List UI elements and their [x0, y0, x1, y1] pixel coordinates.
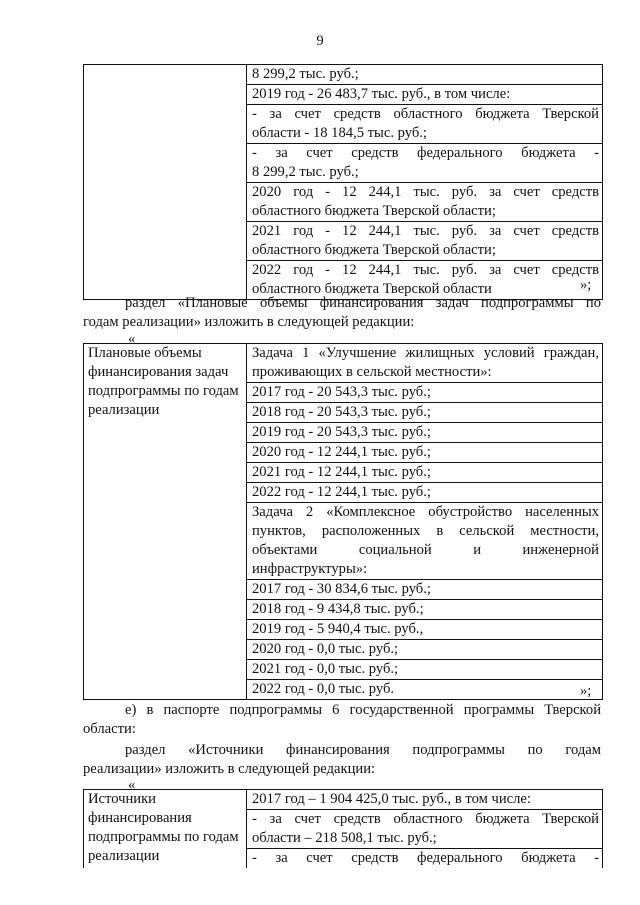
cell-line: 2017 год - 30 834,6 тыс. руб.;: [252, 581, 431, 597]
cell-line: 2018 год - 20 543,3 тыс. руб.;: [252, 404, 431, 420]
paragraph-line: реализации» изложить в следующей редакции:: [83, 761, 376, 777]
cell-line: 2019 год - 26 483,7 тыс. руб., в том числе:: [252, 86, 511, 102]
cell-line: области - 18 184,5 тыс. руб.;: [252, 125, 427, 141]
cell-line: пунктов, расположенных в сельской местности,: [252, 523, 599, 539]
passport-amendment-paragraph: [83, 701, 601, 739]
planned-financing-table: [83, 343, 603, 700]
cell-line: 2022 год - 12 244,1 тыс. руб.;: [252, 484, 431, 500]
cell-line: 2020 год - 0,0 тыс. руб.;: [252, 641, 399, 657]
cell-line: 2019 год - 20 543,3 тыс. руб.;: [252, 424, 431, 440]
table-cell: [247, 443, 602, 463]
closing-quote-mark: »;: [580, 683, 592, 699]
sources-instruction-paragraph: [83, 741, 601, 779]
cell-line: - за счет средств областного бюджета Тверской: [252, 811, 599, 827]
table-cell: [247, 183, 602, 222]
cell-line: Задача 1 «Улучшение жилищных условий граждан,: [252, 345, 599, 361]
cell-line: - за счет средств федерального бюджета -: [252, 850, 599, 866]
table-cell: [247, 222, 602, 261]
paragraph-line: раздел «Источники финансирования подпрограммы по годам: [125, 742, 601, 758]
table-right-column: [247, 790, 602, 868]
cell-line: 2019 год - 5 940,4 тыс. руб.,: [252, 621, 424, 637]
cell-line: 2022 год - 0,0 тыс. руб.: [252, 681, 395, 697]
table-cell: [247, 620, 602, 640]
table-left-cell: Плановые объемы финансирования задач подпрограммы по годам реализации: [84, 344, 247, 699]
table-cell: [247, 463, 602, 483]
cell-line: 2020 год - 12 244,1 тыс. руб. за счет средств: [252, 184, 599, 200]
table-cell: [247, 403, 602, 423]
paragraph-line: области:: [83, 721, 136, 737]
table-right-column: [247, 65, 602, 299]
table-cell: [247, 640, 602, 660]
cell-line: области – 218 508,1 тыс. руб.;: [252, 830, 437, 846]
cell-line: - за счет средств федерального бюджета -: [252, 145, 599, 161]
paragraph-line: годам реализации» изложить в следующей редакции:: [83, 314, 415, 330]
cell-line: 8 299,2 тыс. руб.;: [252, 66, 359, 82]
cell-line: 8 299,2 тыс. руб.;: [252, 164, 359, 180]
table-cell: [247, 483, 602, 503]
financing-table-continued: [83, 64, 603, 300]
page-number: 9: [316, 33, 324, 49]
cell-line: - за счет средств областного бюджета Тверской: [252, 106, 599, 122]
cell-line: 2021 год - 0,0 тыс. руб.;: [252, 661, 399, 677]
cell-line: 2022 год - 12 244,1 тыс. руб. за счет средств: [252, 262, 599, 278]
cell-line: 2021 год - 12 244,1 тыс. руб. за счет средств: [252, 223, 599, 239]
paragraph-line: е) в паспорте подпрограммы 6 государственной программы Тверской: [125, 702, 601, 718]
paragraph-line: раздел «Плановые объемы финансирования задач подпрограммы по: [125, 295, 601, 311]
cell-line: 2020 год - 12 244,1 тыс. руб.;: [252, 444, 431, 460]
table-cell: [247, 849, 602, 868]
table-cell: [247, 790, 602, 810]
table-cell: [247, 85, 602, 105]
table-cell: [247, 600, 602, 620]
opening-quote-mark: «: [128, 777, 136, 793]
cell-line: Задача 2 «Комплексное обустройство населенных: [252, 504, 599, 520]
table-left-cell: Источники финансирования подпрограммы по годам реализации: [84, 790, 247, 868]
table-cell: [247, 65, 602, 85]
section-instruction-paragraph: [83, 294, 601, 332]
table-right-column: [247, 344, 602, 699]
cell-line: областного бюджета Тверской области;: [252, 242, 496, 258]
table-cell: [247, 503, 602, 580]
cell-line: областного бюджета Тверской области;: [252, 203, 496, 219]
financing-sources-table: [83, 789, 603, 868]
table-cell: [247, 660, 602, 680]
cell-line: 2017 год - 20 543,3 тыс. руб.;: [252, 384, 431, 400]
table-cell: [247, 344, 602, 383]
cell-line: областного бюджета Тверской области: [252, 281, 492, 297]
table-cell: [247, 810, 602, 849]
opening-quote-mark: «: [128, 331, 136, 347]
table-cell: [247, 105, 602, 144]
cell-line: 2017 год – 1 904 425,0 тыс. руб., в том числе:: [252, 791, 531, 807]
table-cell: [247, 423, 602, 443]
cell-line: проживающих в сельской местности»:: [252, 364, 492, 380]
table-left-cell: [84, 65, 247, 299]
cell-line: объектами социальной и инженерной: [252, 542, 599, 558]
cell-line: инфраструктуры»:: [252, 561, 368, 577]
table-cell: [247, 144, 602, 183]
table-cell: [247, 383, 602, 403]
cell-line: 2018 год - 9 434,8 тыс. руб.;: [252, 601, 424, 617]
table-cell: [247, 580, 602, 600]
closing-quote-mark: »;: [580, 277, 592, 293]
table-cell: [247, 680, 602, 699]
cell-line: 2021 год - 12 244,1 тыс. руб.;: [252, 464, 431, 480]
